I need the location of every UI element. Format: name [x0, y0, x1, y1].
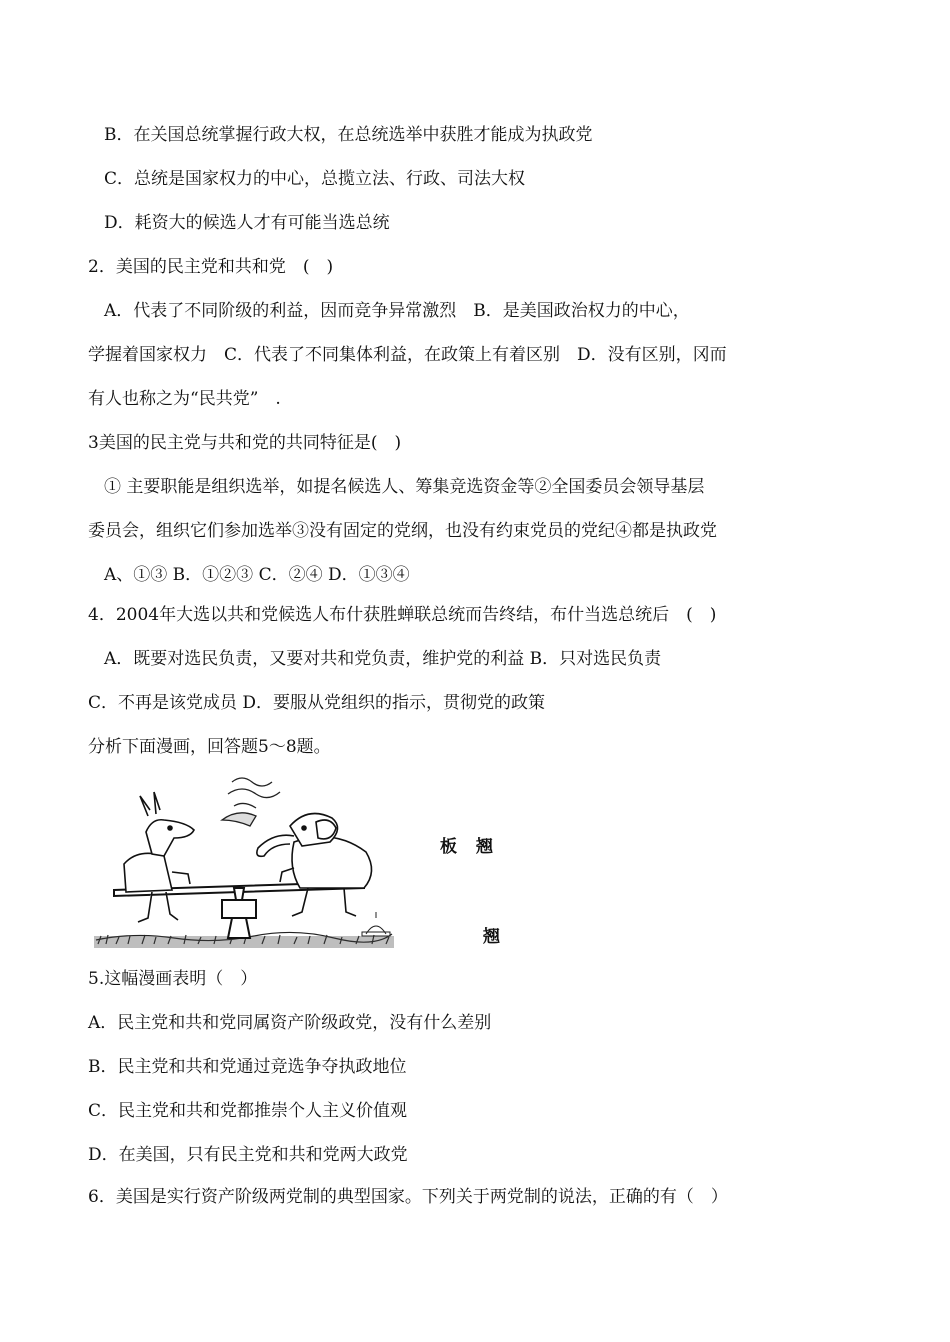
question-4: 4．2004年大选以共和党候选人布什获胜蝉联总统而告终结，布什当选总统后 ( )	[88, 605, 717, 625]
question-2-options-line-1: A．代表了不同阶级的利益，因而竞争异常激烈 B．是美国政治权力的中心，	[104, 301, 690, 321]
option-5a: A．民主党和共和党同属资产阶级政党，没有什么差别	[88, 1013, 492, 1033]
seesaw-cartoon-image	[94, 772, 394, 948]
question-4-options-line-1: A．既要对选民负责，又要对共和党负责，维护党的利益 B．只对选民负责	[104, 649, 662, 669]
option-5b: B．民主党和共和党通过竞选争夺执政地位	[88, 1057, 407, 1077]
question-5: 5.这幅漫画表明（ ）	[88, 969, 258, 989]
cartoon-caption-bottom: 翘	[483, 927, 501, 947]
question-3-statements-line-2: 委员会，组织它们参加选举③没有固定的党纲，也没有约束党员的党纪④都是执政党	[88, 521, 717, 541]
option-1b: B．在关国总统掌握行政大权，在总统选举中获胜才能成为执政党	[104, 125, 593, 145]
cartoon-instruction: 分析下面漫画，回答题5～8题。	[88, 737, 331, 757]
option-5c: C．民主党和共和党都推崇个人主义价值观	[88, 1101, 408, 1121]
question-2-options-line-2: 学握着国家权力 C．代表了不同集体利益，在政策上有着区别 D．没有区别，冈而	[88, 345, 727, 365]
option-5d: D．在美国，只有民主党和共和党两大政党	[88, 1145, 408, 1165]
question-3-options: A、①③ B．①②③ C．②④ D．①③④	[104, 565, 410, 585]
question-2: 2．美国的民主党和共和党 ( )	[88, 257, 334, 277]
question-3: 3美国的民主党与共和党的共同特征是( )	[88, 433, 402, 453]
option-1d: D．耗资大的候选人才有可能当选总统	[104, 213, 390, 233]
question-3-statements-line-1: ① 主要职能是组织选举，如提名候选人、筹集竞选资金等②全国委员会领导基层	[104, 477, 705, 497]
question-4-options-line-2: C．不再是该党成员 D．要服从党组织的指示，贯彻党的政策	[88, 693, 546, 713]
question-6: 6．美国是实行资产阶级两党制的典型国家。下列关于两党制的说法，正确的有（ ）	[88, 1187, 728, 1207]
question-2-options-line-3: 有人也称之为“民共党” .	[88, 389, 281, 409]
cartoon-caption-top: 板 翘	[440, 837, 494, 857]
option-1c: C．总统是国家权力的中心，总揽立法、行政、司法大权	[104, 169, 526, 189]
